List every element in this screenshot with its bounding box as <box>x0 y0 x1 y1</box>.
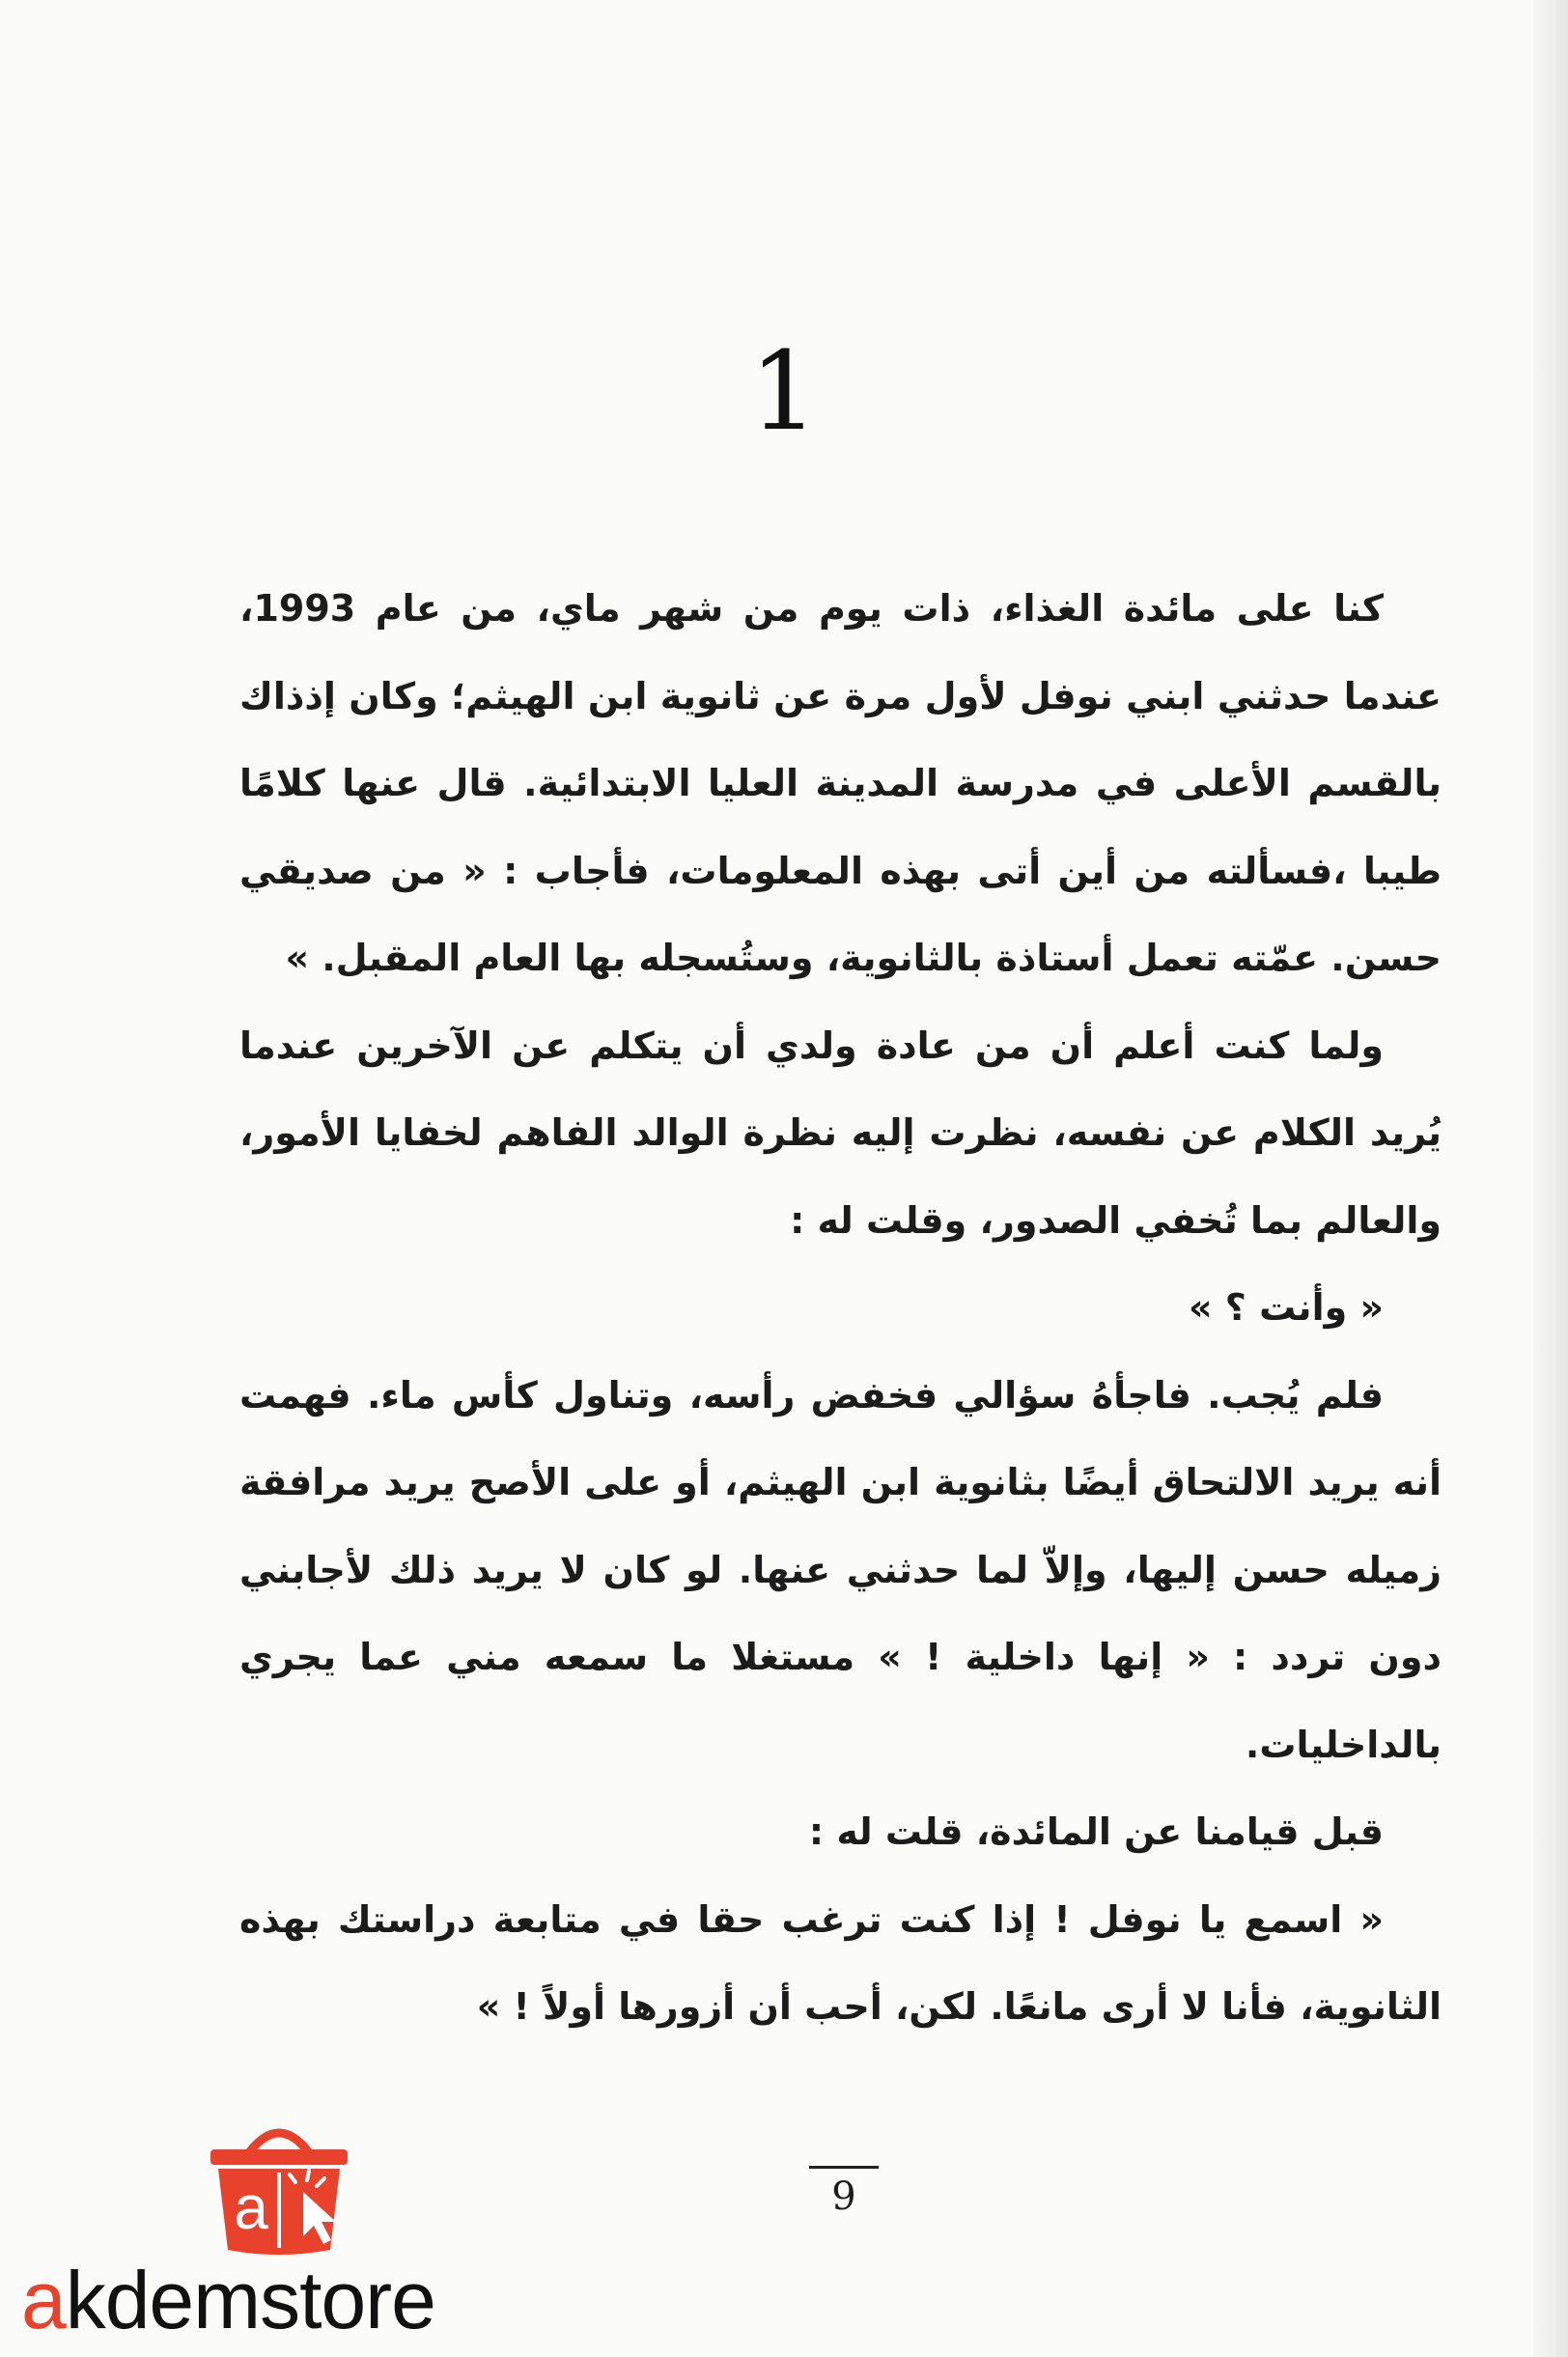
text-line: أنه يريد الالتحاق أيضًا بثانوية ابن الهيثم، أو على الأصح يريد <box>383 1461 1442 1503</box>
text-line: حسن. عمّته تعمل أستاذة بالثانوية، وستُسجله بها العام المقبل. » <box>285 937 1442 979</box>
text-line: عندما حدثني ابني نوفل لأول مرة عن ثانوية ابن الهيثم؛ وكان إذذاك <box>239 674 1442 717</box>
paragraph-5 <box>239 1788 1442 1876</box>
text-line: الثانوية، فأنا لا أرى مانعًا. لكن، أحب أن أزورها أولاً ! » <box>476 1985 1442 2028</box>
text-line: يجري بالداخليات. <box>239 1636 1442 1766</box>
page-number-rule <box>809 2166 879 2169</box>
text-line: قبل قيامنا عن المائدة، قلت له : <box>808 1810 1384 1853</box>
text-line: مرافقة زميله حسن إليها، وإلاّ لما حدثني عنها. لو كان لا يريد ذلك <box>239 1461 1442 1591</box>
paragraph-4 <box>239 1352 1442 1789</box>
text-line: طيبا ،فسألته من أين أتى بهذه المعلومات، فأجاب : « من صديقي <box>239 849 1442 892</box>
paragraph-6 <box>239 1876 1442 2051</box>
text-line: ولما كنت أعلم أن من عادة ولدي أن يتكلم عن الآخرين عندما <box>239 1024 1384 1067</box>
page-number: 9 <box>831 2175 856 2219</box>
text-line: « وأنت ؟ » <box>1189 1286 1384 1329</box>
wordmark-a: a <box>21 2255 66 2345</box>
paragraph-2 <box>239 1002 1442 1265</box>
text-line: يُريد الكلام عن نفسه، نظرت إليه نظرة الوالد الفاهم لخفايا الأمور، <box>239 1111 1442 1154</box>
text-line: فلم يُجب. فاجأهُ سؤالي فخفض رأسه، وتناول كأس ماء. فهمت <box>239 1373 1384 1417</box>
wordmark-rest: kdemstore <box>65 2255 435 2345</box>
store-watermark <box>21 2115 523 2346</box>
paragraph-1 <box>239 565 1442 1002</box>
text-line: بالقسم الأعلى في مدرسة المدينة العليا الابتدائية. قال عنها كلامًا <box>239 762 1442 804</box>
body-text <box>239 565 1442 2051</box>
shopping-basket-icon <box>197 2115 361 2259</box>
text-line: كنا على مائدة الغذاء، ذات يوم من شهر ماي، من عام 1993، <box>239 587 1384 630</box>
text-line: لأجابني دون تردد : « إنها داخلية ! » مستغلا ما سمعه مني عما <box>239 1548 1442 1678</box>
text-line: « اسمع يا نوفل ! إذا كنت ترغب حقا في متابعة دراستك بهذه <box>239 1897 1384 1941</box>
text-line: والعالم بما تُخفي الصدور، وقلت له : <box>790 1198 1442 1242</box>
chapter-number: 1 <box>749 329 819 455</box>
logo-letter: a <box>234 2173 268 2242</box>
store-wordmark <box>21 2255 435 2345</box>
paragraph-3 <box>239 1264 1442 1352</box>
